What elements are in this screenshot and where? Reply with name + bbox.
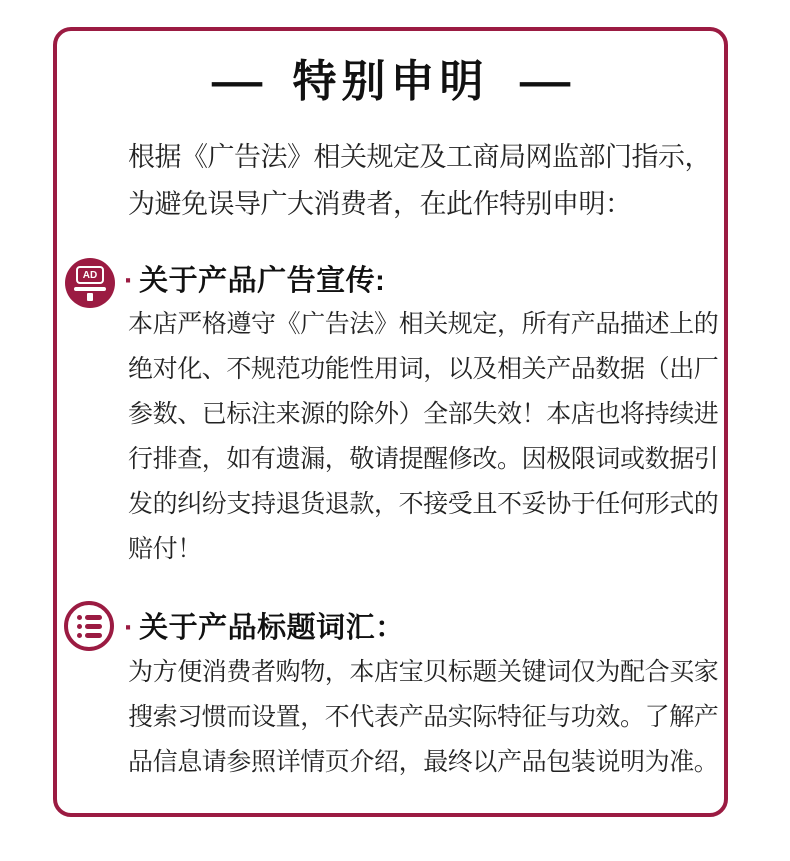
section-heading-advertising-text: 关于产品广告宣传: (139, 265, 386, 297)
section-heading-title-keywords-text: 关于产品标题词汇： (139, 612, 405, 644)
ad-billboard-icon (65, 258, 115, 308)
section-body-advertising (128, 302, 728, 572)
page-title-text: 特别申明 (292, 57, 489, 106)
body-line: 赔付！ (128, 535, 202, 563)
title-dash-left: — (211, 57, 262, 106)
ad-sign-stem (87, 293, 93, 301)
body-line: 为方便消费者购物，本店宝贝标题关键词仅为配合买家 (128, 658, 719, 686)
body-line: 行排查，如有遗漏，敬请提醒修改。因极限词或数据引 (128, 445, 719, 473)
body-line: 绝对化、不规范功能性用词，以及相关产品数据（出厂 (128, 355, 719, 383)
intro-line: 为避免误导广大消费者，在此作特别申明： (128, 189, 632, 219)
list-icon-row (77, 615, 102, 620)
section-heading-advertising (124, 258, 385, 304)
section-heading-title-keywords (124, 605, 405, 651)
heading-bullet: · (124, 612, 135, 644)
title-dash-right: — (519, 57, 570, 106)
body-line: 搜索习惯而设置，不代表产品实际特征与功效。了解产 (128, 703, 719, 731)
ad-sign-base (74, 287, 106, 291)
heading-bullet: · (124, 265, 135, 297)
list-icon-row (77, 633, 102, 638)
ad-sign-label: AD (76, 266, 104, 284)
intro-line: 根据《广告法》相关规定及工商局网监部门指示， (128, 142, 711, 172)
page-title (53, 58, 728, 106)
intro-paragraph (128, 134, 728, 228)
list-icon-row (77, 624, 102, 629)
body-line: 参数、已标注来源的除外）全部失效！本店也将持续进 (128, 400, 719, 428)
body-line: 本店严格遵守《广告法》相关规定，所有产品描述上的 (128, 310, 719, 338)
body-line: 发的纠纷支持退货退款，不接受且不妥协于任何形式的 (128, 490, 719, 518)
section-body-title-keywords (128, 650, 728, 785)
list-icon (64, 601, 114, 651)
body-line: 品信息请参照详情页介绍，最终以产品包装说明为准。 (128, 748, 719, 776)
